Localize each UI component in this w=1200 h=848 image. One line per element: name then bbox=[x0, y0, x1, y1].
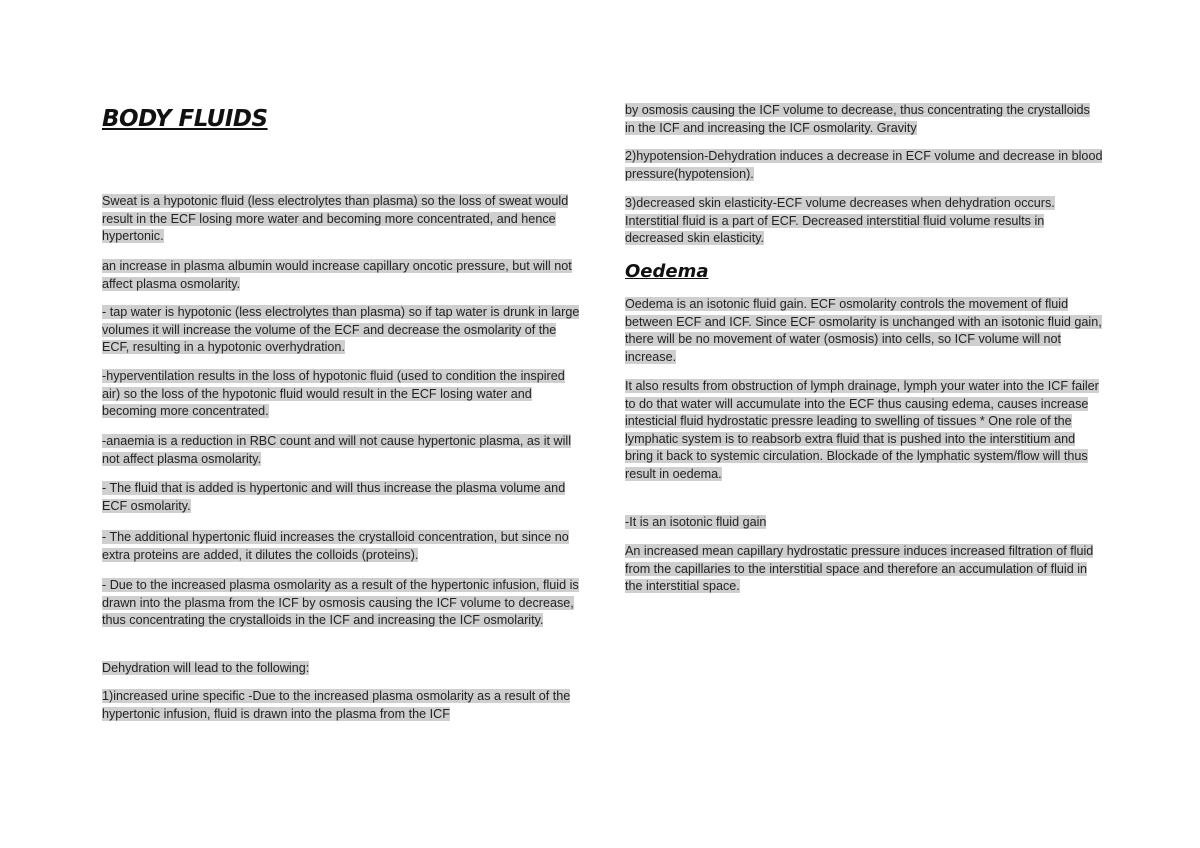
paragraph-skin-elasticity: 3)decreased skin elasticity-ECF volume decreases when dehydration occurs. Interstitial fluid is a part of ECF. Decreased interstitial fluid volume results in decreased skin elasticity. bbox=[625, 196, 1055, 246]
document-title: BODY FLUIDS bbox=[102, 106, 268, 132]
paragraph-anaemia: -anaemia is a reduction in RBC count and will not cause hypertonic plasma, as it will not affect plasma osmolarity. bbox=[102, 434, 571, 466]
paragraph-hydrostatic-pressure: An increased mean capillary hydrostatic pressure induces increased filtration of fluid from the capillaries to the interstitial space and therefore an accumulation of fluid in the interstitial space. bbox=[625, 544, 1094, 594]
paragraph-crystalloid: - The additional hypertonic fluid increases the crystalloid concentration, but since no extra proteins are added, it dilutes the colloids (proteins). bbox=[102, 530, 569, 562]
paragraph-sweat: Sweat is a hypotonic fluid (less electrolytes than plasma) so the loss of sweat would result in the ECF losing more water and becoming more concentrated, and hence hypertonic. bbox=[102, 194, 569, 244]
paragraph-osmosis-continued: by osmosis causing the ICF volume to decrease, thus concentrating the crystalloids in the ICF and increasing the ICF osmolarity. Gravity bbox=[625, 103, 1090, 135]
paragraph-isotonic-gain: -It is an isotonic fluid gain bbox=[625, 515, 767, 529]
paragraph-dehydration-intro: Dehydration will lead to the following: bbox=[102, 661, 310, 675]
paragraph-albumin: an increase in plasma albumin would increase capillary oncotic pressure, but will not affect plasma osmolarity. bbox=[102, 259, 572, 291]
paragraph-urine-specific: 1)increased urine specific -Due to the increased plasma osmolarity as a result of the hypertonic infusion, fluid is drawn into the plasma from the ICF bbox=[102, 689, 571, 721]
paragraph-hypotension: 2)hypotension-Dehydration induces a decrease in ECF volume and decrease in blood pressure(hypotension). bbox=[625, 149, 1103, 181]
paragraph-hypertonic-added: - The fluid that is added is hypertonic and will thus increase the plasma volume and ECF osmolarity. bbox=[102, 481, 566, 513]
paragraph-oedema-isotonic: Oedema is an isotonic fluid gain. ECF osmolarity controls the movement of fluid between ECF and ICF. Since ECF osmolarity is unchanged with an isotonic fluid gain, there will be no movement of water (osmosis) into cells, so ICF volume will not increase. bbox=[625, 297, 1102, 364]
paragraph-lymph-drainage: It also results from obstruction of lymph drainage, lymph your water into the ICF failer to do that water will accumulate into the ECF thus causing edema, causes increase intesticial fluid hydrostatic pressre leading to swelling of tissues * One role of the lymphatic system is to reabsorb extra fluid that is pushed into the interstitium and bring it back to systemic circulation. Blockade of the lymphatic system/flow will thus result in oedema. bbox=[625, 379, 1099, 481]
paragraph-plasma-osmolarity: - Due to the increased plasma osmolarity as a result of the hypertonic infusion, fluid is drawn into the plasma from the ICF by osmosis causing the ICF volume to decrease, thus concentrating the crystalloids in the ICF and increasing the ICF osmolarity. bbox=[102, 578, 579, 628]
paragraph-hyperventilation: -hyperventilation results in the loss of hypotonic fluid (used to condition the inspired air) so the loss of the hypotonic fluid would result in the ECF losing water and becoming more concentrated. bbox=[102, 369, 565, 419]
oedema-heading: Oedema bbox=[625, 261, 709, 282]
paragraph-tap-water: - tap water is hypotonic (less electrolytes than plasma) so if tap water is drunk in large volumes it will increase the volume of the ECF and decrease the osmolarity of the ECF, resulting in a hypotonic overhydration. bbox=[102, 305, 580, 355]
